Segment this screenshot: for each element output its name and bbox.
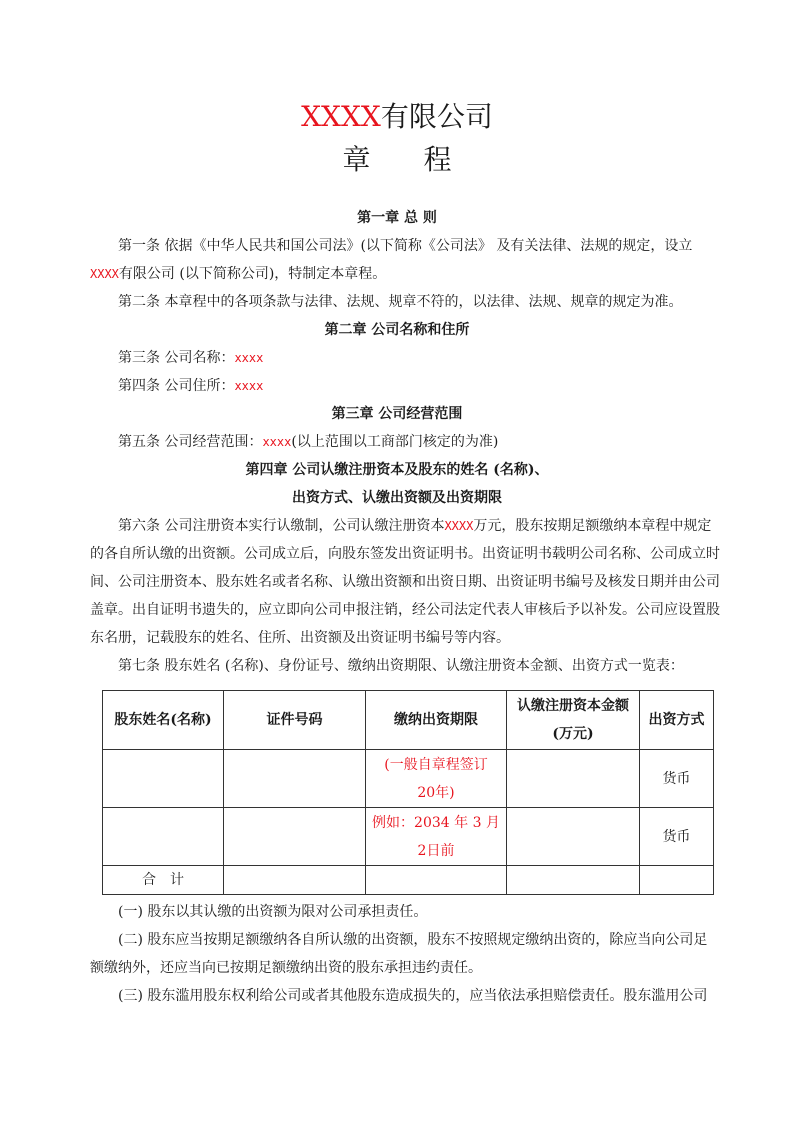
header-capital-amount [507, 691, 640, 750]
total-cell [224, 866, 366, 895]
clause3: (三) 股东滥用股东权利给公司或者其他股东造成损失的，应当依法承担赔偿责任。股东滥用公司 [118, 988, 708, 1004]
chapter4-heading-line1: 第四章 公司认缴注册资本及股东的姓名 (名称)、 [245, 462, 549, 478]
article6-placeholder: XXXX [444, 519, 474, 533]
article5-note: (以上范围以工商部门核定的为准) [291, 434, 499, 450]
article6-line5: 东名册，记载股东的姓名、住所、出资额及出资证明书编号等内容。 [90, 630, 510, 646]
deadline-line2: 2日前 [417, 842, 455, 859]
cell-id-number [224, 808, 366, 866]
article6-post: 万元，股东按期足额缴纳本章程中规定 [473, 518, 712, 534]
company-placeholder: XXXX [301, 100, 381, 133]
header-capital-amount-line2: (万元) [552, 726, 594, 742]
article3 [118, 348, 263, 368]
cell-contribution-method: 货币 [640, 750, 714, 808]
clause2-line1: (二) 股东应当按期足额缴纳各自所认缴的出资额，股东不按照规定缴纳出资的，除应当向公司足 [118, 932, 708, 948]
cell-shareholder-name [103, 808, 224, 866]
company-suffix: 有限公司 [380, 100, 493, 133]
table-total-row [103, 866, 714, 895]
article5-label: 第五条 公司经营范围： [118, 434, 263, 450]
cell-contribution-method: 货币 [640, 808, 714, 866]
total-cell [640, 866, 714, 895]
header-id-number: 证件号码 [224, 691, 366, 750]
article5 [118, 432, 498, 452]
article4-value: xxxx [234, 379, 264, 393]
table-header-row [103, 691, 714, 750]
clause1: (一) 股东以其认缴的出资额为限对公司承担责任。 [118, 904, 428, 920]
header-capital-amount-line1: 认缴注册资本金额 [517, 698, 629, 714]
chapter4-heading-line2: 出资方式、认缴出资额及出资期限 [292, 490, 502, 506]
deadline-line1: 例如：2034 年 3 月 [372, 814, 500, 831]
article2: 第二条 本章程中的各项条款与法律、法规、规章不符的，以法律、法规、规章的规定为准。 [118, 294, 683, 310]
deadline-line2: 20年) [417, 784, 455, 801]
total-cell [507, 866, 640, 895]
total-label: 合 计 [103, 866, 224, 895]
company-title [0, 97, 794, 137]
header-contribution-method: 出资方式 [640, 691, 714, 750]
article3-label: 第三条 公司名称： [118, 350, 235, 366]
chapter2-heading: 第二章 公司名称和住所 [324, 322, 470, 338]
article1-placeholder: XXXX [90, 267, 119, 281]
article5-value: xxxx [262, 435, 292, 449]
article6-line4: 盖章。出自证明书遗失的，应立即向公司申报注销，经公司法定代表人审核后予以补发。公司应设置股 [90, 602, 720, 618]
article6-line1 [118, 516, 711, 536]
article4 [118, 376, 263, 396]
article3-value: xxxx [234, 351, 264, 365]
cell-capital-amount [507, 808, 640, 866]
chapter1-heading: 第一章 总 则 [357, 210, 437, 226]
article6-line3: 间、公司注册资本、股东姓名或者名称、认缴出资额和出资日期、出资证明书编号及核发日期并由公司 [90, 574, 720, 590]
article6-line2: 的各自所认缴的出资额。公司成立后，向股东签发出资证明书。出资证明书载明公司名称、公司成立时 [90, 546, 720, 562]
article4-label: 第四条 公司住所： [118, 378, 235, 394]
cell-payment-deadline [366, 808, 507, 866]
article7: 第七条 股东姓名 (名称)、身份证号、缴纳出资期限、认缴注册资本金额、出资方式一览表： [118, 658, 684, 674]
deadline-line1: (一般自章程签订 [384, 756, 488, 773]
article1-line2 [90, 264, 386, 284]
cell-capital-amount [507, 750, 640, 808]
cell-payment-deadline [366, 750, 507, 808]
shareholder-table [102, 690, 714, 895]
total-cell [366, 866, 507, 895]
article6-pre: 第六条 公司注册资本实行认缴制，公司认缴注册资本 [118, 518, 445, 534]
article1-line1: 第一条 依据《中华人民共和国公司法》(以下简称《公司法》 及有关法律、法规的规定，设立 [118, 238, 693, 254]
header-payment-deadline: 缴纳出资期限 [366, 691, 507, 750]
chapter3-heading: 第三章 公司经营范围 [331, 406, 463, 422]
clause2-line2: 额缴纳外，还应当向已按期足额缴纳出资的股东承担违约责任。 [90, 960, 482, 976]
article1-line2-rest: 有限公司 (以下简称公司)，特制定本章程。 [118, 266, 387, 282]
table-row [103, 750, 714, 808]
header-shareholder-name: 股东姓名(名称) [103, 691, 224, 750]
table-row [103, 808, 714, 866]
cell-shareholder-name [103, 750, 224, 808]
cell-id-number [224, 750, 366, 808]
document-subtitle: 章 程 [342, 143, 474, 176]
